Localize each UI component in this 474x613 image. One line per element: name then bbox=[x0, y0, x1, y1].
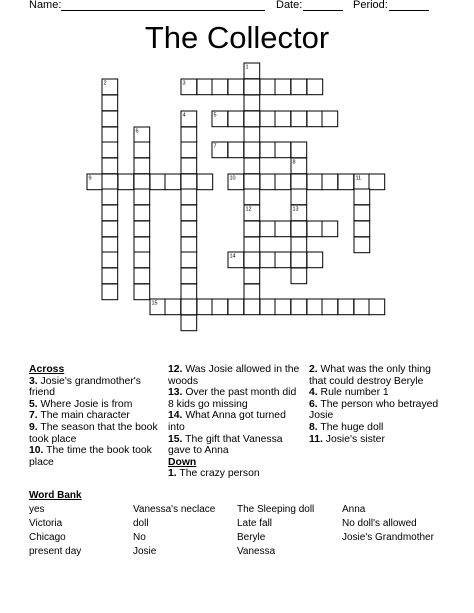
grid-cell[interactable] bbox=[307, 299, 323, 315]
clues-column-2 bbox=[168, 364, 300, 480]
clue-item-text: The huge doll bbox=[317, 421, 384, 433]
grid-cell[interactable] bbox=[134, 252, 150, 268]
grid-cell[interactable] bbox=[228, 79, 244, 95]
clue-item bbox=[29, 445, 161, 468]
grid-cell[interactable] bbox=[181, 299, 197, 315]
word-bank-title: Word Bank bbox=[29, 490, 82, 501]
clue-item-number: 3. bbox=[29, 375, 38, 387]
clue-item-number: 11. bbox=[309, 433, 323, 445]
grid-cell[interactable] bbox=[244, 142, 260, 158]
grid-cell[interactable] bbox=[369, 174, 385, 190]
clue-number: 6 bbox=[135, 128, 139, 135]
clue-item-text: What Anna got turned into bbox=[168, 410, 286, 433]
down-clues-list-continued bbox=[309, 364, 449, 445]
word-bank-item: Josie bbox=[133, 546, 157, 557]
across-clues-list-continued bbox=[168, 364, 300, 457]
clue-item bbox=[29, 376, 161, 399]
grid-cell[interactable] bbox=[102, 237, 118, 253]
clue-item-text: The main character bbox=[37, 410, 130, 422]
clue-item bbox=[309, 399, 449, 422]
clue-item-text: The person who betrayed Josie bbox=[309, 398, 439, 422]
grid-cell[interactable] bbox=[307, 221, 323, 237]
grid-cell[interactable] bbox=[197, 79, 213, 95]
grid-cell[interactable] bbox=[181, 252, 197, 268]
grid-cell[interactable] bbox=[181, 189, 197, 205]
clue-item bbox=[309, 364, 449, 387]
word-bank-item: Beryle bbox=[237, 532, 266, 543]
grid-cell[interactable] bbox=[181, 268, 197, 284]
clue-number: 13 bbox=[292, 206, 299, 213]
grid-cell[interactable] bbox=[134, 189, 150, 205]
grid-cell[interactable] bbox=[322, 111, 338, 127]
down-heading: Down bbox=[168, 456, 197, 468]
clue-item bbox=[309, 422, 449, 434]
clue-number: 3 bbox=[182, 80, 186, 87]
grid-cell[interactable] bbox=[181, 205, 197, 221]
grid-cell[interactable] bbox=[244, 111, 260, 127]
clue-number: 9 bbox=[88, 175, 92, 182]
grid-cell[interactable] bbox=[102, 111, 118, 127]
clue-item-text: The season that the book took place bbox=[29, 421, 158, 445]
grid-cell[interactable] bbox=[212, 79, 228, 95]
word-bank-item: present day bbox=[29, 546, 82, 557]
word-bank-item: yes bbox=[29, 504, 45, 515]
grid-cell[interactable] bbox=[291, 142, 307, 158]
grid-cell[interactable] bbox=[291, 189, 307, 205]
grid-cell[interactable] bbox=[181, 158, 197, 174]
grid-cell[interactable] bbox=[102, 268, 118, 284]
grid-cell[interactable] bbox=[244, 174, 260, 190]
clue-item-text: The gift that Vanessa gave to Anna bbox=[168, 433, 283, 457]
grid-cell[interactable] bbox=[260, 221, 276, 237]
clue-item-text: The time the book took place bbox=[29, 445, 152, 468]
clue-item-number: 5. bbox=[29, 398, 38, 410]
grid-cell[interactable] bbox=[181, 284, 197, 300]
grid-cell[interactable] bbox=[118, 174, 134, 190]
down-clues-list bbox=[168, 468, 300, 480]
clues-column-3 bbox=[309, 364, 449, 445]
grid-cell[interactable] bbox=[244, 252, 260, 268]
name-label: Name: bbox=[29, 0, 62, 11]
grid-cell[interactable] bbox=[260, 111, 276, 127]
grid-cell[interactable] bbox=[165, 299, 181, 315]
word-bank-item: Josie's Grandmother bbox=[342, 532, 434, 543]
grid-cell[interactable] bbox=[181, 315, 197, 331]
grid-cell[interactable] bbox=[275, 221, 291, 237]
grid-cell[interactable] bbox=[134, 268, 150, 284]
grid-cell[interactable] bbox=[181, 127, 197, 143]
clue-number: 7 bbox=[213, 143, 217, 150]
grid-cell[interactable] bbox=[275, 142, 291, 158]
grid-cell[interactable] bbox=[291, 252, 307, 268]
clue-item bbox=[309, 387, 449, 399]
clue-number: 5 bbox=[213, 112, 217, 119]
grid-cell[interactable] bbox=[181, 142, 197, 158]
page-title: The Collector bbox=[144, 20, 330, 55]
word-bank-item: Vanessa bbox=[237, 546, 276, 557]
grid-cell[interactable] bbox=[260, 142, 276, 158]
grid-cell[interactable] bbox=[275, 299, 291, 315]
grid-cell[interactable] bbox=[260, 299, 276, 315]
grid-cell[interactable] bbox=[102, 205, 118, 221]
grid-cell[interactable] bbox=[307, 111, 323, 127]
clue-item-number: 12. bbox=[168, 364, 183, 375]
grid-cell[interactable] bbox=[165, 174, 181, 190]
across-heading: Across bbox=[29, 364, 65, 375]
clue-item bbox=[168, 410, 300, 433]
grid-cell[interactable] bbox=[197, 174, 213, 190]
grid-cell[interactable] bbox=[244, 284, 260, 300]
clue-item bbox=[168, 387, 300, 410]
grid-cell[interactable] bbox=[275, 79, 291, 95]
word-bank-item: Late fall bbox=[237, 518, 273, 529]
clue-number: 12 bbox=[245, 206, 252, 213]
clues-column-1 bbox=[29, 364, 161, 468]
grid-cell[interactable] bbox=[134, 158, 150, 174]
word-bank-item: Chicago bbox=[29, 532, 66, 543]
clue-number: 15 bbox=[151, 300, 158, 307]
grid-cell[interactable] bbox=[291, 111, 307, 127]
grid-cell[interactable] bbox=[150, 174, 166, 190]
grid-cell[interactable] bbox=[102, 221, 118, 237]
clue-item bbox=[168, 468, 300, 480]
grid-cell[interactable] bbox=[134, 174, 150, 190]
clue-item-number: 4. bbox=[309, 387, 318, 399]
grid-cell[interactable] bbox=[244, 95, 260, 111]
grid-cell[interactable] bbox=[260, 174, 276, 190]
word-bank-item: The Sleeping doll bbox=[237, 504, 315, 515]
word-bank-item: No doll's allowed bbox=[342, 518, 417, 529]
clue-item-number: 10. bbox=[29, 445, 44, 457]
grid-cell[interactable] bbox=[102, 95, 118, 111]
grid-cell[interactable] bbox=[228, 142, 244, 158]
date-label: Date: bbox=[276, 0, 303, 11]
grid-cell[interactable] bbox=[291, 237, 307, 253]
grid-cell[interactable] bbox=[102, 174, 118, 190]
clue-item bbox=[29, 422, 161, 445]
clue-item-number: 7. bbox=[29, 410, 38, 422]
clue-number: 11 bbox=[355, 175, 362, 182]
clue-item-number: 13. bbox=[168, 387, 183, 399]
grid-cell[interactable] bbox=[338, 299, 354, 315]
grid-cell[interactable] bbox=[244, 221, 260, 237]
clue-item bbox=[168, 434, 300, 457]
period-label: Period: bbox=[353, 0, 388, 11]
grid-cell[interactable] bbox=[181, 174, 197, 190]
across-clues-list bbox=[29, 376, 161, 469]
clue-item bbox=[309, 434, 449, 446]
grid-cell[interactable] bbox=[102, 158, 118, 174]
clue-item-text: Where Josie is from bbox=[37, 398, 133, 410]
grid-cell[interactable] bbox=[260, 252, 276, 268]
clue-item-text: The crazy person bbox=[176, 468, 260, 480]
clue-item-number: 6. bbox=[309, 398, 318, 410]
grid-cell[interactable] bbox=[322, 174, 338, 190]
grid-cell[interactable] bbox=[291, 221, 307, 237]
grid-cell[interactable] bbox=[354, 299, 370, 315]
grid-cell[interactable] bbox=[102, 142, 118, 158]
grid-cell[interactable] bbox=[275, 252, 291, 268]
clue-item-text: Over the past month did 8 kids go missing bbox=[168, 387, 297, 410]
grid-cell[interactable] bbox=[134, 284, 150, 300]
clue-item-number: 14. bbox=[168, 410, 183, 422]
word-bank-item: No bbox=[133, 532, 146, 543]
grid-cell[interactable] bbox=[244, 268, 260, 284]
grid-cell[interactable] bbox=[102, 284, 118, 300]
clue-item-number: 8. bbox=[309, 421, 318, 433]
grid-cell[interactable] bbox=[244, 158, 260, 174]
clue-number: 4 bbox=[182, 112, 186, 119]
grid-cell[interactable] bbox=[322, 221, 338, 237]
word-bank-item: Victoria bbox=[29, 518, 63, 529]
grid-cell[interactable] bbox=[369, 299, 385, 315]
grid-cell[interactable] bbox=[338, 174, 354, 190]
word-bank-item: doll bbox=[133, 518, 149, 529]
clue-number: 8 bbox=[292, 159, 296, 166]
grid-cell[interactable] bbox=[102, 189, 118, 205]
grid-cell[interactable] bbox=[275, 111, 291, 127]
grid-cell[interactable] bbox=[181, 221, 197, 237]
clue-item-number: 1. bbox=[168, 468, 177, 480]
grid-cell[interactable] bbox=[228, 299, 244, 315]
word-bank-item: Anna bbox=[342, 504, 366, 515]
clue-number: 14 bbox=[229, 253, 236, 260]
clue-item bbox=[29, 399, 161, 411]
grid-cell[interactable] bbox=[260, 79, 276, 95]
clue-item-number: 9. bbox=[29, 421, 38, 433]
grid-cell[interactable] bbox=[244, 237, 260, 253]
grid-cell[interactable] bbox=[134, 237, 150, 253]
clue-number: 1 bbox=[245, 64, 249, 71]
word-bank-item: Vanessa's neclace bbox=[133, 504, 216, 515]
grid-cell[interactable] bbox=[354, 237, 370, 253]
grid-cell[interactable] bbox=[134, 142, 150, 158]
clue-item-number: 15. bbox=[168, 433, 183, 445]
grid-cell[interactable] bbox=[244, 299, 260, 315]
grid-cell[interactable] bbox=[244, 79, 260, 95]
grid-cell[interactable] bbox=[275, 174, 291, 190]
clue-item-text: Was Josie allowed in the woods bbox=[168, 364, 300, 387]
grid-cell[interactable] bbox=[291, 174, 307, 190]
grid-cell[interactable] bbox=[307, 79, 323, 95]
grid-cell[interactable] bbox=[291, 299, 307, 315]
clue-item-text: What was the only thing that could destroy Beryle bbox=[309, 364, 431, 387]
grid-cell[interactable] bbox=[354, 205, 370, 221]
grid-cell[interactable] bbox=[228, 111, 244, 127]
grid-cell[interactable] bbox=[134, 221, 150, 237]
clue-item-text: Josie's grandmother's friend bbox=[29, 375, 141, 399]
grid-cell[interactable] bbox=[181, 237, 197, 253]
grid-cell[interactable] bbox=[244, 127, 260, 143]
grid-cell[interactable] bbox=[291, 268, 307, 284]
clue-item-text: Josie's sister bbox=[322, 433, 385, 445]
clue-item-text: Rule number 1 bbox=[317, 387, 389, 399]
grid-cell[interactable] bbox=[354, 189, 370, 205]
grid-cell[interactable] bbox=[244, 189, 260, 205]
clue-number: 10 bbox=[229, 175, 236, 182]
grid-cell[interactable] bbox=[197, 299, 213, 315]
clue-item-number: 2. bbox=[309, 364, 318, 375]
grid-cell[interactable] bbox=[291, 79, 307, 95]
grid-cell[interactable] bbox=[307, 174, 323, 190]
grid-cell[interactable] bbox=[134, 205, 150, 221]
grid-cell[interactable] bbox=[102, 252, 118, 268]
clue-number: 2 bbox=[103, 80, 107, 87]
grid-cell[interactable] bbox=[102, 127, 118, 143]
grid-cell[interactable] bbox=[354, 221, 370, 237]
clue-item bbox=[29, 410, 161, 422]
clue-item bbox=[168, 364, 300, 387]
grid-cell[interactable] bbox=[212, 299, 228, 315]
grid-cell[interactable] bbox=[322, 299, 338, 315]
grid-cell[interactable] bbox=[307, 252, 323, 268]
